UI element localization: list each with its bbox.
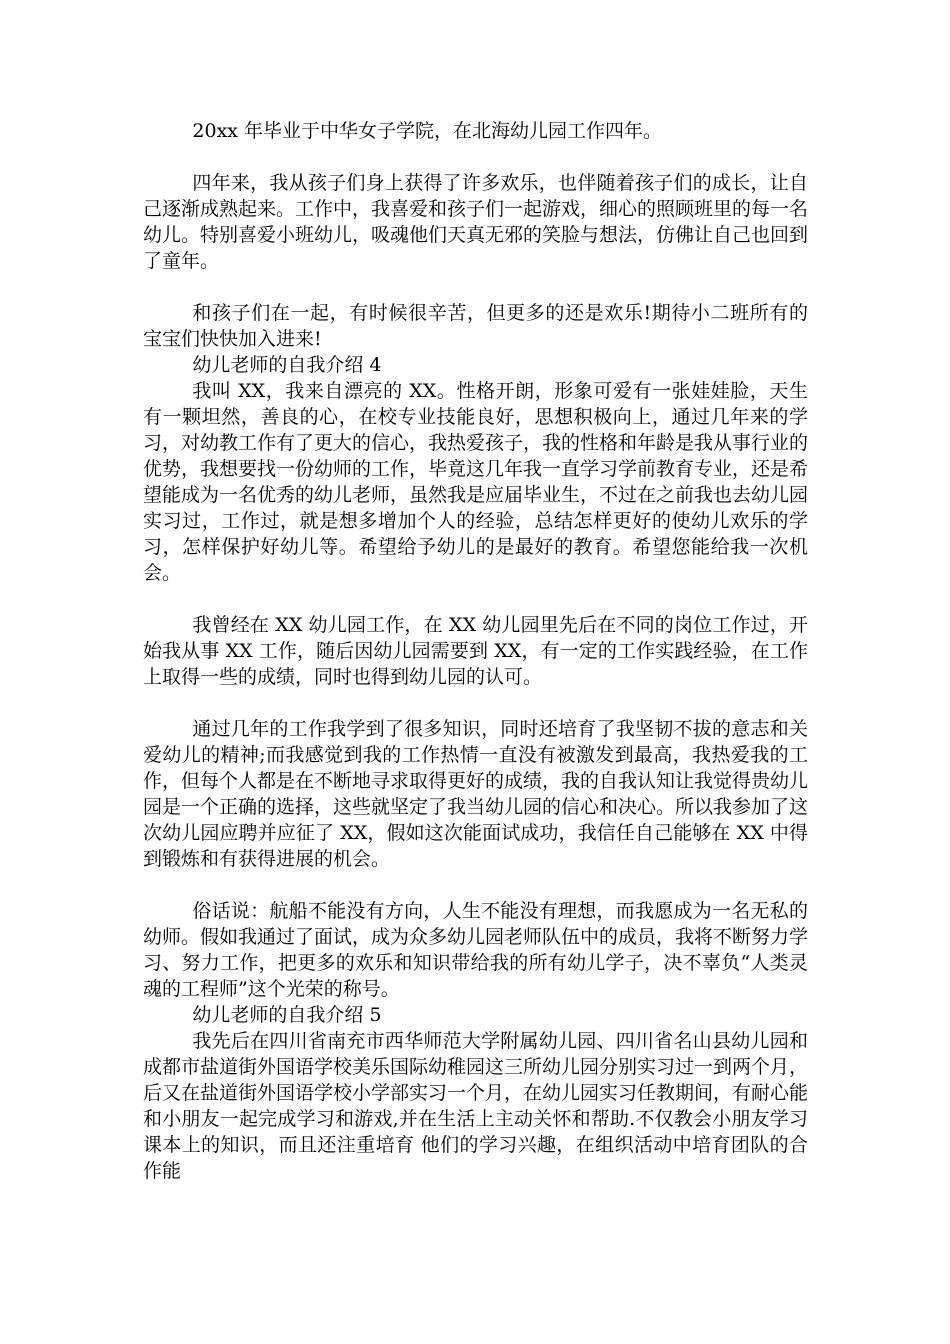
paragraph-four-years: 四年来，我从孩子们身上获得了许多欢乐，也伴随着孩子们的成长，让自己逐渐成熟起来。工作中，我喜爱和孩子们一起游戏，细心的照顾班里的每一名幼儿。特别喜爱小班幼儿，吸魂他们天真无邪的笑脸与想法，仿佛让自己也回到了童年。 (143, 172, 809, 272)
paragraph-graduation: 20xx 年毕业于中华女子学院，在北海幼儿园工作四年。 (192, 120, 663, 142)
paragraph-spacer (143, 586, 808, 612)
section-heading-4: 幼儿老师的自我介绍 4 (192, 354, 382, 376)
paragraph-spacer (143, 690, 808, 716)
paragraph-spacer (143, 872, 808, 898)
document-body (143, 118, 808, 1184)
paragraph-internship: 我先后在四川省南充市西华师范大学附属幼儿园、四川省名山县幼儿园和成都市盐道街外国语学校美乐国际幼稚园这三所幼儿园分别实习过一到两个月，后又在盐道街外国语学校小学部实习一个月，在幼儿园实习任教期间，有耐心能和小朋友一起完成学习和游戏,并在生活上主动关怀和帮助.不仅教会小朋友学习课本上的知识，而且还注重培育 他们的学习兴趣，在组织活动中培育团队的合作能 (143, 1030, 809, 1182)
paragraph-with-children: 和孩子们在一起，有时候很辛苦，但更多的还是欢乐!期待小二班所有的宝宝们快快加入进来! (143, 302, 808, 350)
section-heading-5: 幼儿老师的自我介绍 5 (192, 1004, 382, 1026)
paragraph-work-experience: 我曾经在 XX 幼儿园工作，在 XX 幼儿园里先后在不同的岗位工作过，开始我从事 XX 工作，随后因幼儿园需要到 XX，有一定的工作实践经验，在工作上取得一些的成绩，同时也得到幼儿园的认可。 (143, 614, 808, 688)
paragraph-spacer (143, 144, 808, 170)
paragraph-knowledge: 通过几年的工作我学到了很多知识，同时还培育了我坚韧不拔的意志和关爱幼儿的精神;而我感觉到我的工作热情一直没有被激发到最高，我热爱我的工作，但每个人都是在不断地寻求取得更好的成绩，我的自我认知让我觉得贵幼儿园是一个正确的选择，这些就坚定了我当幼儿园的信心和决心。所以我参加了这次幼儿园应聘并应征了 XX，假如这次能面试成功，我信任自己能够在 XX 中得到锻炼和有获得进展的机会。 (143, 718, 809, 870)
paragraph-spacer (143, 274, 808, 300)
paragraph-proverb: 俗话说：航船不能没有方向，人生不能没有理想，而我愿成为一名无私的幼师。假如我通过了面试，成为众多幼儿园老师队伍中的成员，我将不断努力学习、努力工作，把更多的欢乐和知识带给我的所有幼儿学子，决不辜负“人类灵魂的工程师”这个光荣的称号。 (143, 900, 809, 1000)
paragraph-self-intro: 我叫 XX，我来自漂亮的 XX。性格开朗，形象可爱有一张娃娃脸，天生有一颗坦然，善良的心，在校专业技能良好，思想积极向上，通过几年来的学习，对幼教工作有了更大的信心，我热爱孩子，我的性格和年龄是我从事行业的优势，我想要找一份幼师的工作，毕竟这几年我一直学习学前教育专业，还是希望能成为一名优秀的幼儿老师，虽然我是应届毕业生，不过在之前我也去幼儿园实习过，工作过，就是想多增加个人的经验，总结怎样更好的使幼儿欢乐的学习，怎样保护好幼儿等。希望给予幼儿的是最好的教育。希望您能给我一次机会。 (143, 380, 809, 584)
